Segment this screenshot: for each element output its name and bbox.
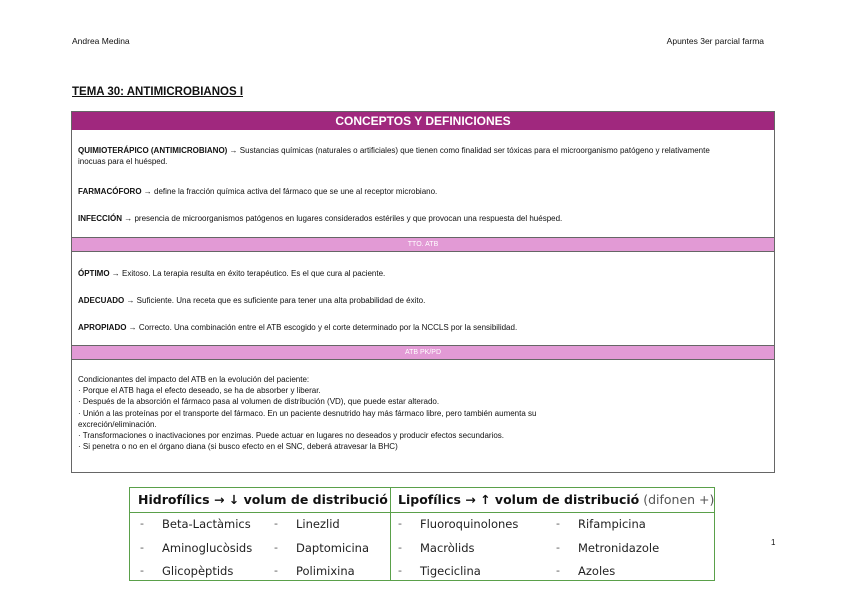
pkpd-line: · Unión a las proteínas por el transporte del fármaco. En un paciente desnutrido hay más fármaco libre, pero también aumenta su (78, 408, 537, 418)
tto-section (72, 252, 774, 345)
bullet-dash: - (398, 517, 402, 530)
table-cell: Linezlid (296, 517, 340, 531)
table-cell: Glicopèptids (162, 564, 234, 578)
page-title: TEMA 30: ANTIMICROBIANOS I (72, 86, 244, 98)
pkpd-line: · Después de la absorción el fármaco pasa al volumen de distribución (VD), que puede estar alterado. (78, 397, 440, 407)
tto-term: APROPIADO → (78, 323, 139, 332)
table-cell: Polimixina (296, 564, 355, 578)
bullet-dash: - (274, 517, 278, 530)
bullet-dash: - (556, 517, 560, 530)
page-number: 1 (771, 538, 776, 547)
bullet-dash: - (398, 564, 402, 577)
lipophilic-header-text: Lipofílics → ↑ volum de distribució (398, 492, 640, 507)
tto-term: ÓPTIMO → (78, 269, 122, 278)
tto-text: Suficiente. Una receta que es suficiente para tener una alta probabilidad de éxito. (136, 296, 426, 305)
pkpd-line: excreción/eliminación. (78, 419, 157, 429)
atb-pkpd-bar: ATB PK/PD (72, 345, 774, 360)
bullet-dash: - (140, 541, 144, 554)
definition-term: QUIMIOTERÁPICO (ANTIMICROBIANO) → (78, 146, 240, 155)
table-cell: Fluoroquinolones (420, 517, 519, 531)
tto-text: Correcto. Una combinación entre el ATB escogido y el corte determinado por la NCCLS por la sensibilidad. (138, 323, 518, 332)
pkpd-line: · Porque el ATB haga el efecto deseado, se ha de absorber y liberar. (78, 386, 321, 396)
definition-text: define la fracción química activa del fármaco que se une al receptor microbiano. (154, 187, 438, 196)
tto-optimo (78, 268, 385, 279)
pkpd-section (72, 360, 774, 472)
definition-farmacoforo (78, 186, 437, 197)
bullet-dash: - (140, 564, 144, 577)
table-cell: Aminoglucòsids (162, 541, 253, 555)
tto-apropiado (78, 322, 517, 333)
pkpd-line: · Transformaciones o inactivaciones por enzimas. Puede actuar en lugares no deseados y producir efectos secundarios. (78, 431, 505, 441)
table-cell: Rifampicina (578, 517, 646, 531)
table-header-divider (130, 512, 714, 513)
hydrophilic-header-text: Hidrofílics → ↓ volum de distribució (138, 492, 388, 507)
table-cell: Tigeciclina (420, 564, 481, 578)
lipophilic-header (398, 488, 714, 512)
tto-text: Exitoso. La terapia resulta en éxito terapéutico. Es el que cura al paciente. (122, 269, 386, 278)
header-doc-title: Apuntes 3er parcial farma (666, 36, 764, 46)
concepts-bar: CONCEPTOS Y DEFINICIONES (72, 112, 774, 130)
tto-atb-bar: TTO. ATB (72, 237, 774, 252)
definition-term: INFECCIÓN → (78, 214, 135, 223)
pkpd-line: · Si penetra o no en el órgano diana (si busco efecto en el SNC, deberá atravesar la BHC) (78, 442, 398, 452)
table-cell: Macròlids (420, 541, 475, 555)
bullet-dash: - (398, 541, 402, 554)
definition-term: FARMACÓFORO → (78, 187, 154, 196)
table-cell: Daptomicina (296, 541, 369, 555)
table-cell: Metronidazole (578, 541, 660, 555)
bullet-dash: - (274, 541, 278, 554)
hydrophilic-header (138, 488, 388, 512)
definition-quimioterapico (78, 145, 734, 167)
lipophilic-header-note: (difonen +) (639, 492, 715, 507)
pkpd-line: Condicionantes del impacto del ATB en la evolución del paciente: (78, 375, 310, 384)
concepts-box (71, 111, 775, 473)
header-author: Andrea Medina (72, 36, 130, 46)
definition-infeccion (78, 213, 562, 224)
table-divider (390, 488, 391, 580)
tto-adecuado (78, 295, 425, 306)
definition-text: presencia de microorganismos patógenos en lugares considerados estériles y que provocan una respuesta del huésped. (134, 214, 563, 223)
bullet-dash: - (556, 564, 560, 577)
definition-text: Sustancias químicas (naturales o artificiales) que tienen como finalidad ser tóxicas para el microorganismo patógeno y relativamente inocuas para el huésped. (78, 146, 710, 166)
distribution-table (129, 487, 715, 581)
bullet-dash: - (274, 564, 278, 577)
table-cell: Azoles (578, 564, 616, 578)
table-cell: Beta-Lactàmics (162, 517, 251, 531)
bullet-dash: - (140, 517, 144, 530)
bullet-dash: - (556, 541, 560, 554)
tto-term: ADECUADO → (78, 296, 137, 305)
definitions-section (72, 130, 774, 237)
